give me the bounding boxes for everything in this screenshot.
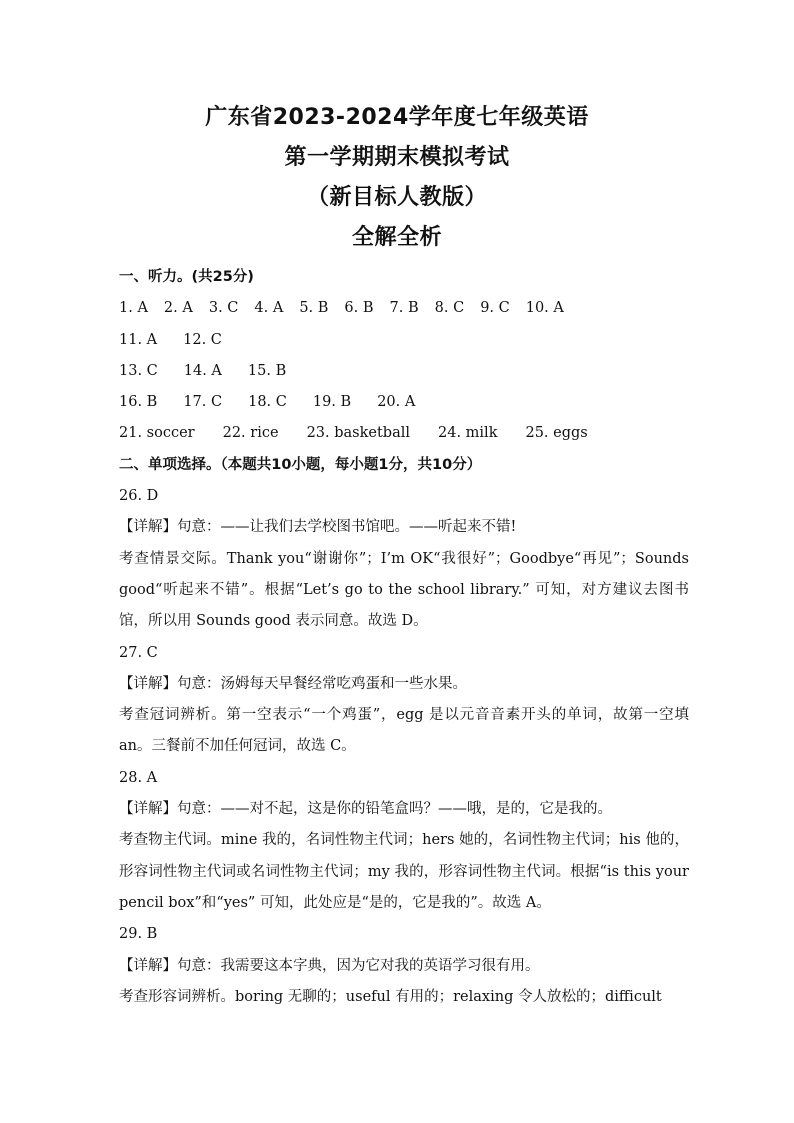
section-2-heading: 二、单项选择。（本题共10小题，每小题1分，共10分） [119, 456, 482, 473]
answer-row-2 [119, 325, 689, 356]
title-line-3: （新目标人教版） [306, 185, 487, 210]
answer-18: 18. C [248, 394, 287, 411]
answer-25: 25. eggs [525, 425, 588, 442]
question-28-detail: 【详解】句意：——对不起，这是你的铅笔盒吗？——哦，是的，它是我的。 [119, 801, 612, 818]
title-line-1: 广东省2023-2024学年度七年级英语 [205, 105, 589, 130]
document-title-block [0, 98, 794, 258]
answer-24: 24. milk [438, 425, 498, 442]
answer-20: 20. A [377, 394, 416, 411]
answer-19: 19. B [312, 394, 352, 411]
answer-16: 16. B [119, 394, 158, 411]
question-29-detail: 【详解】句意：我需要这本字典，因为它对我的英语学习很有用。 [119, 957, 540, 974]
document-body [119, 262, 689, 1013]
question-28-analysis: 考查物主代词。mine 我的，名词性物主代词；hers 她的，名词性物主代词；his 他的，形容词性物主代词或名词性物主代词；my 我的，形容词性物主代词。根据“is this your pencil box”和“yes” 可知，此处应是“是的，它是我的”。故选 A。 [119, 832, 689, 911]
answer-21: 21. soccer [119, 425, 195, 442]
section-1-heading: 一、听力。(共25分) [119, 269, 254, 285]
answer-7: 7. B [389, 300, 419, 317]
answer-13: 13. C [119, 362, 158, 379]
question-29-analysis: 考查形容词辨析。boring 无聊的；useful 有用的；relaxing 令人放松的；difficult [119, 988, 662, 1005]
question-27-analysis: 考查冠词辨析。第一空表示“一个鸡蛋”，egg 是以元音音素开头的单词，故第一空填 an。三餐前不加任何冠词，故选 C。 [119, 707, 689, 755]
answer-15: 15. B [247, 362, 287, 379]
answer-22: 22. rice [222, 425, 279, 442]
answer-6: 6. B [344, 300, 374, 317]
answer-4: 4. A [254, 300, 284, 317]
answer-17: 17. C [183, 394, 223, 411]
question-26-analysis: 考查情景交际。Thank you“谢谢你”；I’m OK“我很好”；Goodbye“再见”；Sounds good“听起来不错”。根据“Let’s go to the school library.” 可知，对方建议去图书馆，所以用 Sounds good 表示同意。故选 D。 [119, 550, 689, 630]
answer-row-3 [119, 356, 689, 387]
answer-12: 12. C [183, 331, 222, 348]
answer-3: 3. C [208, 300, 239, 317]
question-27-answer: 27. C [119, 644, 158, 661]
answer-1: 1. A [119, 300, 148, 317]
answer-row-1 [119, 293, 689, 324]
answer-23: 23. basketball [306, 425, 410, 442]
title-line-2: 第一学期期末模拟考试 [284, 145, 510, 170]
answer-row-5 [119, 418, 689, 449]
answer-11: 11. A [119, 331, 158, 348]
answer-10: 10. A [525, 300, 564, 317]
question-26-detail: 【详解】句意：——让我们去学校图书馆吧。——听起来不错! [119, 519, 517, 536]
question-28-answer: 28. A [119, 769, 158, 786]
answer-5: 5. B [299, 300, 329, 317]
answer-8: 8. C [434, 300, 465, 317]
answer-14: 14. A [183, 362, 222, 379]
answer-2: 2. A [163, 300, 193, 317]
question-26-answer: 26. D [119, 488, 159, 505]
title-line-4: 全解全析 [351, 225, 442, 250]
answer-row-4 [119, 387, 689, 418]
answer-9: 9. C [480, 300, 510, 317]
question-29-answer: 29. B [119, 926, 158, 943]
question-27-detail: 【详解】句意：汤姆每天早餐经常吃鸡蛋和一些水果。 [119, 675, 467, 692]
